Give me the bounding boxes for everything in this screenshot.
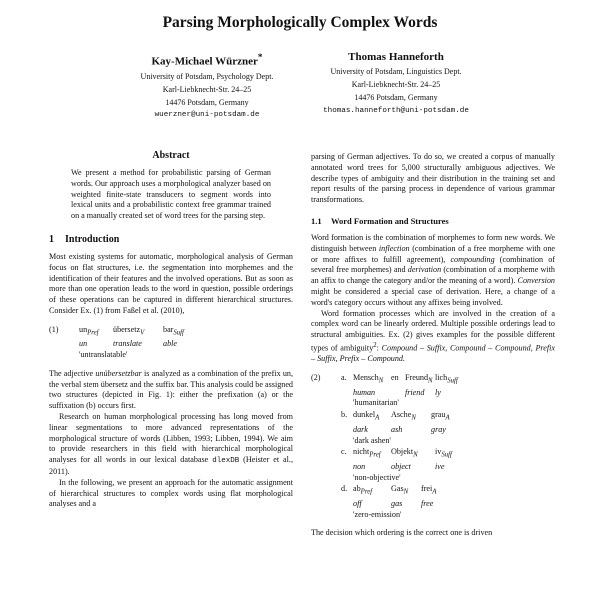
example-gloss-line: non object ive [353,461,445,471]
author-footnote-mark: * [257,52,263,62]
example-morph-line: $un_{Pref}$ übersetz$_V$ bar$_{Suff}$ [79,324,184,337]
example-1 [49,325,293,361]
database-name: dlexDB [212,457,240,466]
subsection-heading-word-formation: 1.1 Word Formation and Structures [311,215,449,226]
author-name: Thomas Hanneforth [348,51,444,63]
abstract-heading: Abstract [152,150,190,161]
example-number: (2) [311,373,321,383]
intro-paragraph-4: In the following, we present an approach for the automatic assignment of hierarchical structures to complex words using flat morphological analyses and a [49,477,293,509]
example-2a: a. Mensch$_N$ en Freund$_N$ lich$_{Suff}$ human friend ly 'humanitarian' [341,373,555,409]
example-translation: 'untranslatable' [79,349,128,359]
author-street: Karl-Liebknecht-Str. 24–25 [351,80,441,90]
right-paragraph-3: The decision which ordering is the correct one is driven [311,528,493,538]
right-column [311,152,555,539]
example-gloss-line: human friend ly [353,387,441,397]
section-heading-introduction: 1 Introduction [49,233,120,245]
abstract-text: We present a method for probabilistic parsing of German words. Our approach uses a morphological analyzer based on weighted finite-state transducers to segment words into lexical units and a probabilistic context free grammar trained on a manually created set of word trees for the parsing step. [71,168,271,221]
intro-paragraph-2: The adjective unübersetzbar is analyzed as a combination of the prefix un, the verbal stem übersetz and the suffix bar. This analysis could be assigned two structures (depicted in Fig. 1): either the prefixation (a) or the suffixation (b) occurs first. [49,368,293,411]
author-affiliation: University of Potsdam, Psychology Dept. [140,71,274,81]
author-block-2 [281,50,511,118]
example-translation: 'non-objective' [353,472,401,482]
author-city: 14476 Potsdam, Germany [354,93,438,103]
author-email[interactable]: thomas.hanneforth@uni-potsdam.de [323,106,469,115]
example-morph-line: nicht$_{Pref}$ Objekt$_N$ $iv_{Suff}$ [353,447,452,459]
author-email[interactable]: wuerzner@uni-potsdam.de [154,111,260,120]
example-2c: c. nicht$_{Pref}$ Objekt$_N$ $iv_{Suff}$ non object ive 'non-objective' [341,447,555,483]
word-formation-paragraph-1: Word formation is the combination of morphemes to form new words. We distinguish between inflection (combination of a free morpheme with one or more affixes to fulfill agreement), compounding (combination of several free morphemes) and derivation (combination of a morpheme with an affix to change the category and/or the meaning of a word). Conversion might be considered a special case of derivation. Here, a change of a word's category occurs without any affixes being involved. [311,232,555,307]
example-2d: d. $ab_{Pref}$ Gas$_N$ frei$_A$ off gas free 'zero-emission' [341,484,555,520]
word-formation-paragraph-2: Word formation processes which are involved in the creation of a complex word can be linearly ordered. Multiple possible orderings lead to structural ambiguities. Ex. (2) gives examples for the possible different types of ambiguity$^2$: Compound – Suffix, Compound – Compound, Prefix – Suffix, Prefix – Compound. [311,308,555,364]
example-translation: 'zero-emission' [353,509,402,519]
example-morph-line: $ab_{Pref}$ Gas$_N$ frei$_A$ [353,484,437,496]
example-morph-line: dunkel$_A$ Asche$_N$ grau$_A$ [353,410,450,422]
author-street: Karl-Liebknecht-Str. 24–25 [162,84,252,94]
author-affiliation: University of Potsdam, Linguistics Dept. [330,67,462,76]
example-2 [311,373,555,520]
example-gloss-line: dark ash gray [353,424,446,434]
left-column [49,150,293,510]
intro-paragraph-3: Research on human morphological processing has long moved from linear segmentations to more advanced representations of the morphological structure of words (Libben, 1993; Libben, 1994). We aim to provide researchers in this field with hierarchical morphological analyses for all words in our lexical database dlexDB (Heister et al., 2011). [49,411,293,476]
example-gloss-line: un translate able [79,339,177,349]
intro-paragraph-1: Most existing systems for automatic, morphological analysis of German focus on flat structures, i.e. the segmentation into morphemes and the identification of their features and the involved operations. But as soon as more than one operation leads to the word in question, possible orderings of these operations can be captured in different hierarchical structures. Consider Ex. (1) from Faßel et al. (2010), [49,251,293,315]
example-morph-line: Mensch$_N$ en Freund$_N$ lich$_{Suff}$ [353,373,458,385]
author-name: Kay-Michael Würzner* [151,52,263,68]
example-translation: 'dark ashen' [353,435,391,445]
example-translation: 'humanitarian' [353,398,399,408]
example-number: (1) [49,324,59,334]
right-paragraph-0: parsing of German adjectives. To do so, we created a corpus of manually annotated word trees for 5,000 structurally ambiguous adjectives. We describe types of ambiguity and their distribution in the training set and report results of the parsing process in dependence of various grammar transformations. [311,152,555,205]
example-gloss-line: off gas free [353,498,434,508]
paper-title: Parsing Morphologically Complex Words [162,14,438,31]
author-city: 14476 Potsdam, Germany [165,98,249,108]
footnote-mark[interactable]: 2 [373,341,377,349]
example-2b: b. dunkel$_A$ Asche$_N$ grau$_A$ dark ash gray 'dark ashen' [341,410,555,446]
